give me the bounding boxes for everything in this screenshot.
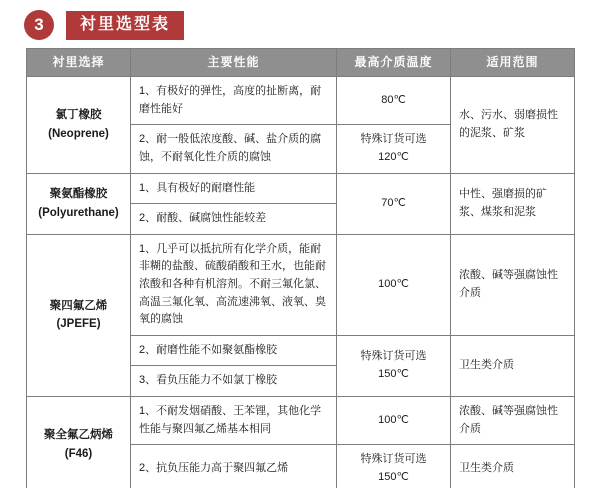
table-row xyxy=(27,173,575,204)
cell-category-ptfe xyxy=(27,234,131,396)
column-header-lining: 衬里选择 xyxy=(27,49,131,77)
category-name-cn: 聚全氟乙炳烯 xyxy=(44,429,113,442)
column-header-max-temp: 最高介质温度 xyxy=(337,49,451,77)
cell-scope: 水、污水、弱磨损性的泥浆、矿浆 xyxy=(451,77,575,173)
cell-performance: 1、有极好的弹性，高度的扯断离，耐磨性能好 xyxy=(131,77,337,125)
cell-temperature xyxy=(337,125,451,173)
lining-selection-table xyxy=(26,48,575,488)
cell-scope: 中性、强磨损的矿浆、煤浆和泥浆 xyxy=(451,173,575,234)
column-header-scope: 适用范围 xyxy=(451,49,575,77)
cell-performance: 1、具有极好的耐磨性能 xyxy=(131,173,337,204)
table-row xyxy=(27,77,575,125)
cell-performance: 2、耐磨性能不如聚氨酯橡胶 xyxy=(131,335,337,366)
table-row xyxy=(27,396,575,444)
cell-category-fep xyxy=(27,396,131,488)
cell-scope: 浓酸、碱等强腐蚀性介质 xyxy=(451,234,575,335)
table-header xyxy=(27,49,575,77)
table-header-row xyxy=(27,49,575,77)
column-header-performance: 主要性能 xyxy=(131,49,337,77)
page-header xyxy=(0,0,600,42)
table-body xyxy=(27,77,575,488)
temperature-note: 特殊订货可选 xyxy=(360,453,427,466)
category-name-en: (JPEFE) xyxy=(56,318,101,331)
category-name-en: (Neoprene) xyxy=(48,127,109,140)
category-name-en: (Polyurethane) xyxy=(38,206,119,219)
cell-performance: 2、耐一般低浓度酸、碱、盐介质的腐蚀，不耐氧化性介质的腐蚀 xyxy=(131,125,337,173)
section-number-badge: 3 xyxy=(24,10,54,40)
cell-temperature: 70℃ xyxy=(337,173,451,234)
category-name-cn: 聚四氟乙烯 xyxy=(49,299,108,312)
table-row xyxy=(27,234,575,335)
spec-table-container xyxy=(26,48,574,488)
category-name-en: (F46) xyxy=(64,447,93,460)
cell-temperature: 80℃ xyxy=(337,77,451,125)
cell-performance: 1、几乎可以抵抗所有化学介质，能耐非糊的盐酸、硫酸硝酸和王水，也能耐浓酸和各种有机溶剂。不耐三氟化氯、高温三氟化氧、高流速沸氧、液氧、臭氧的腐蚀 xyxy=(131,234,337,335)
category-name-cn: 氯丁橡胶 xyxy=(55,109,102,122)
cell-temperature: 100℃ xyxy=(337,396,451,444)
temperature-note: 特殊订货可选 xyxy=(360,350,427,363)
temperature-value: 150℃ xyxy=(378,470,409,483)
temperature-note: 特殊订货可选 xyxy=(360,133,427,146)
category-name-cn: 聚氨酯橡胶 xyxy=(49,188,108,201)
cell-temperature xyxy=(337,335,451,396)
cell-temperature xyxy=(337,445,451,488)
cell-scope: 卫生类介质 xyxy=(451,445,575,488)
cell-performance: 3、看负压能力不如氯丁橡胶 xyxy=(131,366,337,397)
cell-performance: 1、不耐发烟硝酸、王苯锂，其他化学性能与聚四氟乙烯基本相同 xyxy=(131,396,337,444)
temperature-value: 120℃ xyxy=(378,150,409,163)
page-title: 衬里选型表 xyxy=(66,11,184,40)
cell-category-neoprene xyxy=(27,77,131,173)
cell-scope: 卫生类介质 xyxy=(451,335,575,396)
cell-temperature: 100℃ xyxy=(337,234,451,335)
cell-category-polyurethane xyxy=(27,173,131,234)
temperature-value: 150℃ xyxy=(378,367,409,380)
cell-performance: 2、耐酸、碱腐蚀性能较差 xyxy=(131,204,337,235)
cell-performance: 2、抗负压能力高于聚四氟乙烯 xyxy=(131,445,337,488)
cell-scope: 浓酸、碱等强腐蚀性介质 xyxy=(451,396,575,444)
